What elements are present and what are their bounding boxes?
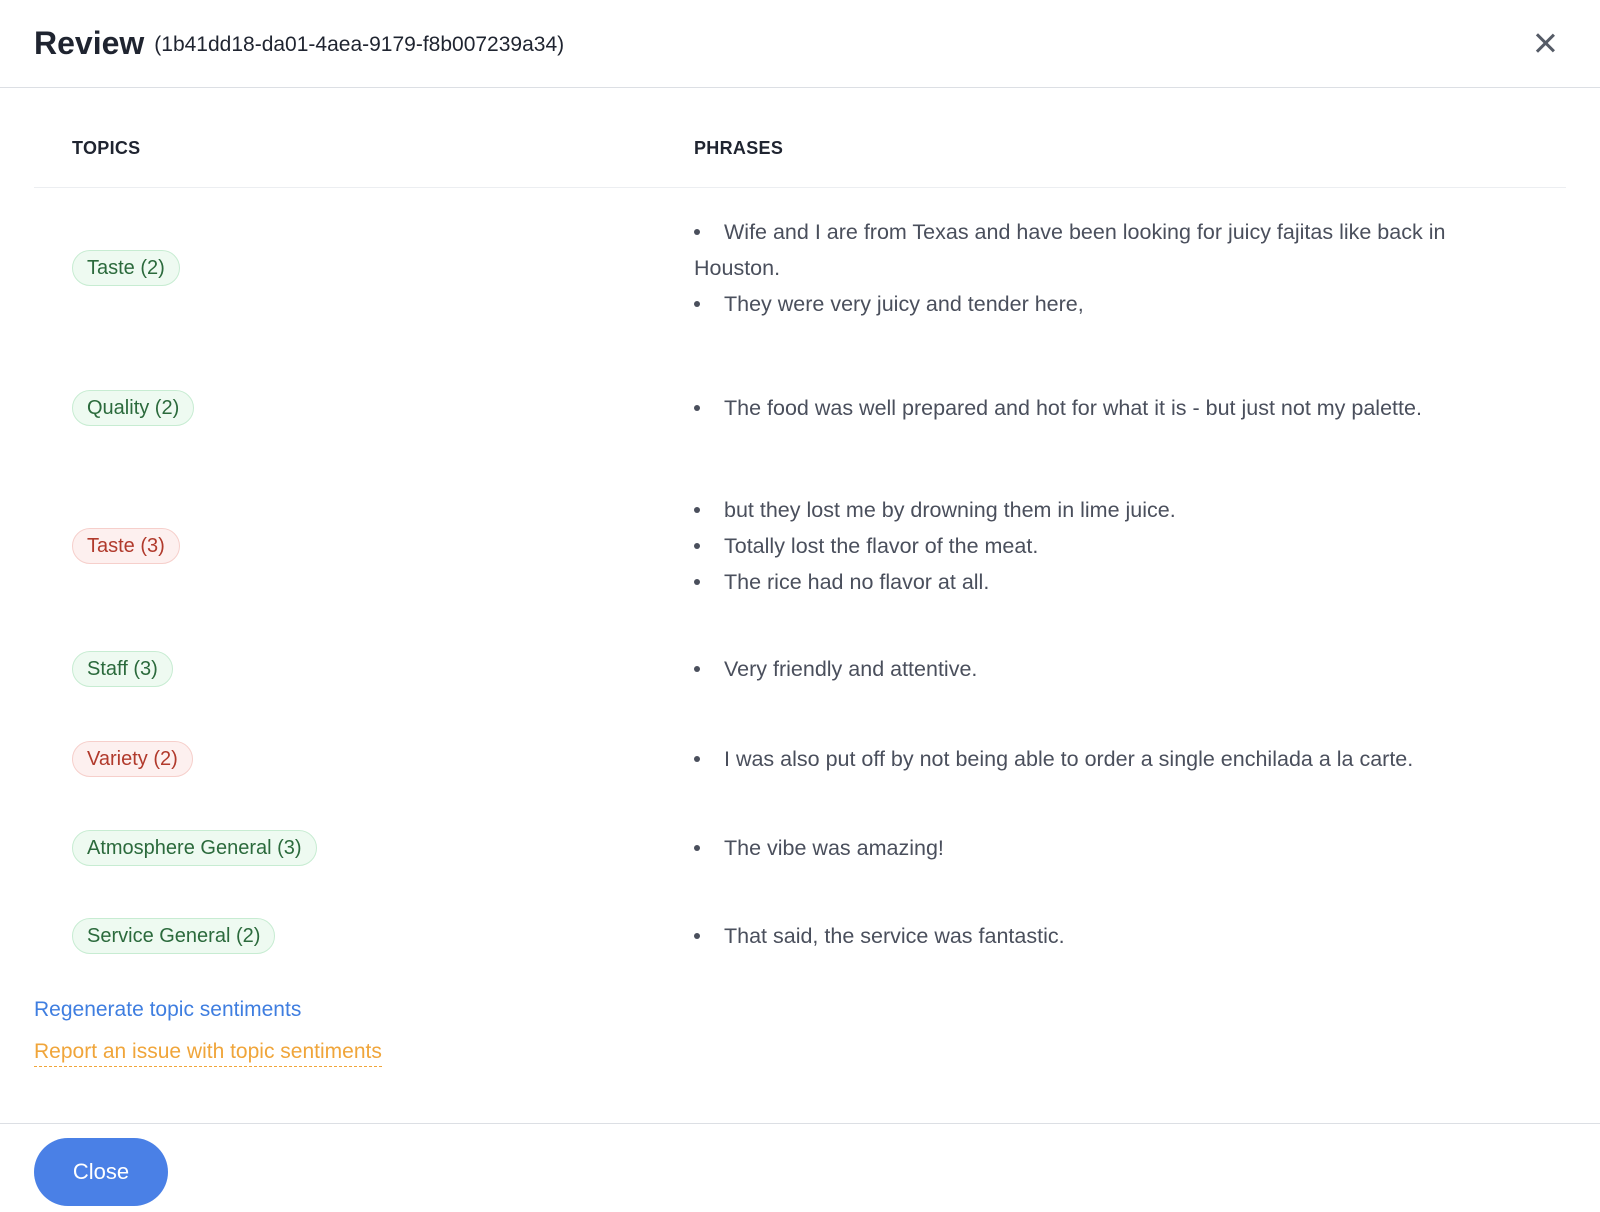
topic-pill-positive: Taste (2) (72, 250, 180, 286)
topic-pill-positive: Quality (2) (72, 390, 194, 426)
table-row (34, 714, 1566, 804)
phrase-item: The vibe was amazing! (694, 830, 1504, 866)
regenerate-sentiments-link[interactable]: Regenerate topic sentiments (34, 998, 302, 1021)
phrase-list (694, 492, 1504, 600)
topics-table (0, 88, 1600, 980)
column-header-topics: TOPICS (72, 138, 141, 158)
topic-pill-positive: Staff (3) (72, 651, 173, 687)
topic-pill-negative: Variety (2) (72, 741, 193, 777)
review-id: (1b41dd18-da01-4aea-9179-f8b007239a34) (154, 32, 565, 56)
phrase-item: That said, the service was fantastic. (694, 918, 1504, 954)
phrases-cell (694, 492, 1504, 600)
table-row (34, 348, 1566, 468)
phrase-item: The food was well prepared and hot for what it is - but just not my palette. (694, 390, 1504, 426)
table-row (34, 468, 1566, 624)
topic-pill-positive: Atmosphere General (3) (72, 830, 317, 866)
phrase-item: They were very juicy and tender here, (694, 286, 1504, 322)
phrase-list (694, 830, 1504, 866)
close-icon[interactable] (1530, 28, 1560, 58)
phrase-list (694, 918, 1504, 954)
topic-cell (34, 830, 694, 866)
phrase-item: Totally lost the flavor of the meat. (694, 528, 1504, 564)
phrases-cell (694, 918, 1504, 954)
phrase-item: The rice had no flavor at all. (694, 564, 1504, 600)
actions-links (0, 998, 1600, 1067)
table-row (34, 188, 1566, 348)
phrase-list (694, 390, 1504, 426)
table-header (34, 88, 1566, 188)
topic-cell (34, 741, 694, 777)
topic-pill-negative: Taste (3) (72, 528, 180, 564)
table-row (34, 624, 1566, 714)
modal-header (0, 0, 1600, 88)
phrases-cell (694, 390, 1504, 426)
phrases-cell (694, 741, 1504, 777)
phrases-cell (694, 830, 1504, 866)
topic-cell (34, 390, 694, 426)
report-issue-link[interactable]: Report an issue with topic sentiments (34, 1040, 382, 1067)
phrase-list (694, 741, 1504, 777)
topic-pill-positive: Service General (2) (72, 918, 275, 954)
topic-cell (34, 651, 694, 687)
phrase-list (694, 214, 1504, 322)
topic-cell (34, 250, 694, 286)
phrase-item: Wife and I are from Texas and have been looking for juicy fajitas like back in Houston. (694, 214, 1504, 286)
topic-cell (34, 918, 694, 954)
column-header-phrases: PHRASES (694, 138, 784, 158)
phrase-list (694, 651, 1504, 687)
topic-cell (34, 528, 694, 564)
close-button[interactable]: Close (34, 1138, 168, 1206)
modal-footer (0, 1123, 1600, 1212)
table-row (34, 892, 1566, 980)
phrase-item: Very friendly and attentive. (694, 651, 1504, 687)
phrases-cell (694, 214, 1504, 322)
modal-title: Review (34, 25, 145, 61)
phrase-item: but they lost me by drowning them in lime juice. (694, 492, 1504, 528)
table-row (34, 804, 1566, 892)
phrases-cell (694, 651, 1504, 687)
phrase-item: I was also put off by not being able to order a single enchilada a la carte. (694, 741, 1504, 777)
